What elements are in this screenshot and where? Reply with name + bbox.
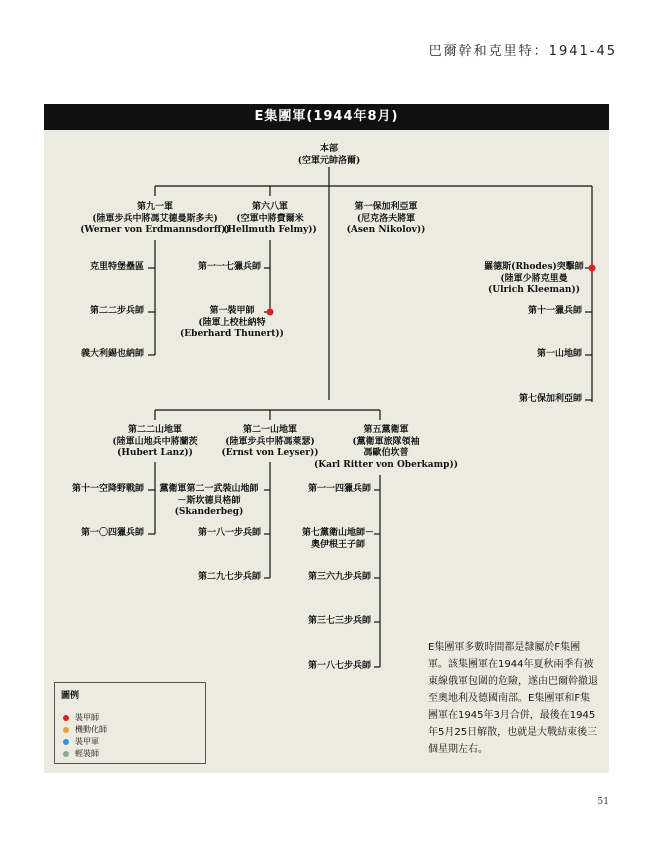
- corps-21-mountain-node: 第二一山地軍 (陸軍步兵中將馮萊瑟) (Ernst von Leyser)): [221, 425, 319, 458]
- corps-22-mountain-node: 第二二山地軍 (陸軍山地兵中將蘭茨 (Hubert Lanz)): [112, 425, 198, 458]
- division-crete-fortress: 克里特堡壘區: [89, 262, 144, 272]
- green-dot-icon: [63, 751, 69, 757]
- orange-dot-icon: [63, 727, 69, 733]
- division-104-jaeger: 第一〇四獵兵師: [80, 528, 144, 538]
- explanatory-note: E集團軍多數時間都是隸屬於F集團軍。該集團軍在1944年夏秋兩季有被東線俄軍包圍的危險，遂由巴爾幹撤退至奧地利及德國南部。E集團軍和F集團軍在1945年3月合併，最後在1945年5月25日解散，也就是大戰結束後三個星期左右。: [428, 642, 598, 755]
- division-7-ss-prinz-eugen: 第七黨衛山地師－ 奧伊根王子師: [301, 528, 375, 550]
- division-1-panzer: 第一裝甲師 (陸軍上校杜納特 (Eberhard Thunert)): [180, 306, 284, 339]
- red-dot-icon: [63, 715, 69, 721]
- division-21-ss-skanderbeg: 黨衛軍第二一武裝山地師 －斯坎德貝格師 (Skanderbeg): [159, 484, 259, 517]
- division-1-mountain: 第一山地師: [536, 349, 582, 359]
- division-22-infantry: 第二二步兵師: [89, 306, 144, 316]
- division-117-jaeger: 第一一七獵兵師: [197, 262, 261, 272]
- corps-5-ss-node: 第五黨衛軍 (黨衛軍旅隊領袖 馮歐伯坎普 (Karl Ritter von Oberkamp)): [314, 425, 458, 470]
- division-373-infantry: 第三七三步兵師: [307, 616, 371, 626]
- armored-division-dot: [589, 265, 596, 272]
- legend-box: [54, 682, 206, 764]
- legend-item-motorized: 機動化師: [63, 724, 107, 735]
- legend-item-armored: 裝甲師: [63, 712, 99, 723]
- division-italian-siena: 義大利錫也納師: [80, 349, 144, 359]
- armored-division-dot: [267, 309, 274, 316]
- corps-bulgarian-1-node: 第一保加利亞軍 (尼克洛夫將軍 (Asen Nikolov)): [346, 202, 426, 235]
- division-11-jaeger: 第十一獵兵師: [527, 306, 582, 316]
- hq-node: 本部 (空軍元帥洛爾): [297, 144, 361, 166]
- running-header: 巴爾幹和克里特：1941-45: [428, 44, 617, 59]
- division-rhodes-assault: 羅德斯(Rhodes)突擊師 (陸軍少將克里曼 (Ulrich Kleeman)): [484, 262, 584, 295]
- chart-title: E集團軍(1944年8月): [44, 104, 609, 130]
- division-181-infantry: 第一八一步兵師: [197, 528, 261, 538]
- corps-91-node: 第九一軍 (陸軍步兵中將馮艾德曼斯多夫) (Werner von Erdmannsdorff)): [80, 202, 230, 235]
- legend-title: 圖例: [61, 691, 80, 701]
- division-187-infantry: 第一八七步兵師: [307, 661, 371, 671]
- corps-68-node: 第六八軍 (空軍中將費爾米 (Hellmuth Felmy)): [223, 202, 317, 235]
- page-number: 51: [597, 797, 609, 807]
- legend-item-light: 輕裝師: [63, 748, 99, 759]
- division-114-jaeger: 第一一四獵兵師: [307, 484, 371, 494]
- division-11-luftwaffe-field: 第十一空降野戰師: [71, 484, 144, 494]
- division-297-infantry: 第二九七步兵師: [197, 572, 261, 582]
- legend-item-armored-corps: 裝甲軍: [63, 736, 99, 747]
- division-369-infantry: 第三六九步兵師: [307, 572, 371, 582]
- blue-dot-icon: [63, 739, 69, 745]
- division-7-bulgarian: 第七保加利亞師: [518, 394, 582, 404]
